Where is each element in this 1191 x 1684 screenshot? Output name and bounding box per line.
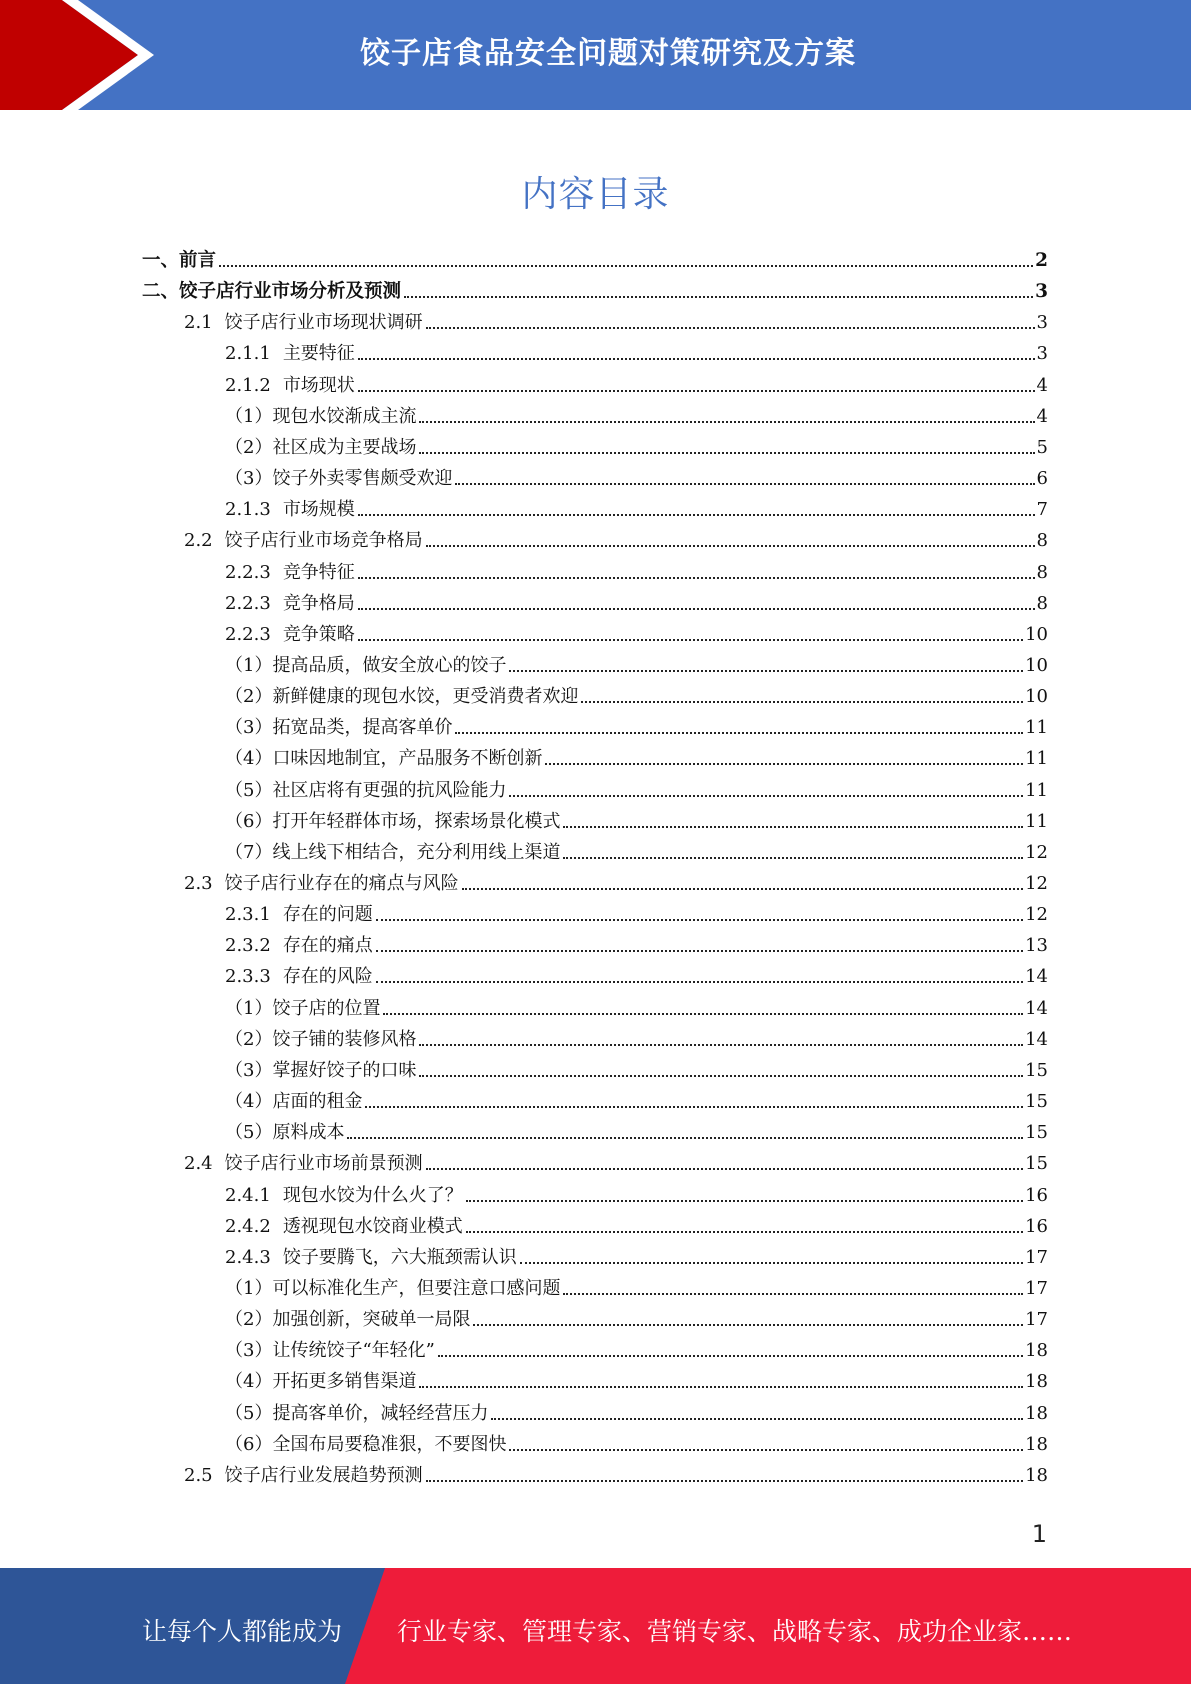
toc-entry-page: 16 bbox=[1025, 1215, 1048, 1237]
toc-entry[interactable] bbox=[225, 1300, 1048, 1331]
toc-entry[interactable] bbox=[225, 926, 1048, 957]
toc-dot-leader bbox=[376, 981, 1023, 983]
toc-dot-leader bbox=[426, 545, 1035, 547]
toc-entry-page: 6 bbox=[1036, 468, 1048, 490]
toc-entry-label bbox=[225, 780, 506, 802]
toc-entry-text: 透视现包水饺商业模式 bbox=[282, 1215, 463, 1237]
toc-entry-text: 饺子店行业发展趋势预测 bbox=[224, 1464, 423, 1486]
toc-entry[interactable] bbox=[225, 490, 1048, 521]
toc-entry[interactable] bbox=[225, 646, 1048, 677]
toc-entry-label bbox=[225, 1029, 416, 1051]
toc-entry-text: 饺子要腾飞，六大瓶颈需认识 bbox=[282, 1246, 517, 1268]
toc-entry[interactable] bbox=[184, 1144, 1048, 1175]
toc-entry-label bbox=[225, 998, 380, 1020]
toc-dot-leader bbox=[473, 1324, 1023, 1326]
toc-entry-number: 2.3.1 bbox=[225, 904, 271, 926]
toc-entry-text: 竞争格局 bbox=[282, 592, 355, 614]
toc-entry-label bbox=[225, 593, 355, 615]
toc-entry-text: 市场规模 bbox=[282, 499, 355, 521]
toc-dot-leader bbox=[219, 265, 1033, 267]
toc-entry-page: 11 bbox=[1025, 810, 1048, 832]
toc-entry-number: 2.1 bbox=[184, 312, 213, 334]
toc-entry[interactable] bbox=[225, 1051, 1048, 1082]
toc-entry-page: 3 bbox=[1036, 312, 1048, 334]
toc-dot-leader bbox=[419, 1386, 1023, 1388]
toc-entry-page: 17 bbox=[1025, 1246, 1048, 1268]
toc-entry-label bbox=[142, 281, 401, 303]
toc-entry-label bbox=[225, 1434, 506, 1456]
toc-entry-label bbox=[184, 873, 459, 895]
toc-entry-text: （3）让传统饺子“年轻化” bbox=[225, 1340, 435, 1362]
toc-dot-leader bbox=[358, 639, 1023, 641]
toc-entry[interactable] bbox=[225, 802, 1048, 833]
toc-dot-leader bbox=[419, 1075, 1023, 1077]
toc-entry-label bbox=[225, 343, 355, 365]
toc-entry-text: 存在的痛点 bbox=[282, 935, 373, 957]
toc-entry-label bbox=[225, 811, 560, 833]
toc-entry-page: 18 bbox=[1025, 1340, 1048, 1362]
toc-entry[interactable] bbox=[142, 241, 1048, 272]
toc-dot-leader bbox=[426, 1480, 1023, 1482]
toc-entry-page: 14 bbox=[1025, 966, 1048, 988]
toc-entry-label bbox=[225, 1216, 463, 1238]
toc-entry-text: 存在的问题 bbox=[282, 904, 373, 926]
toc-entry[interactable] bbox=[225, 1176, 1048, 1207]
toc-entry-text: （3）拓宽品类，提高客单价 bbox=[225, 717, 453, 739]
toc-entry-text: （3）饺子外卖零售颇受欢迎 bbox=[225, 468, 453, 490]
toc-dot-leader bbox=[365, 1106, 1023, 1108]
toc-entry-text: （4）口味因地制宜，产品服务不断创新 bbox=[225, 748, 543, 770]
toc-dot-leader bbox=[358, 577, 1035, 579]
toc-dot-leader bbox=[509, 795, 1023, 797]
toc-entry-number: 2.4.1 bbox=[225, 1184, 271, 1206]
footer-slogan-left: 让每个人都能成为 bbox=[142, 1617, 343, 1646]
toc-entry-page: 10 bbox=[1025, 654, 1048, 676]
toc-entry[interactable] bbox=[184, 521, 1048, 552]
toc-entry-text: （2）社区成为主要战场 bbox=[225, 436, 417, 458]
toc-entry-label bbox=[184, 312, 423, 334]
toc-dot-leader bbox=[358, 358, 1035, 360]
toc-entry-page: 17 bbox=[1025, 1309, 1048, 1331]
toc-entry-label bbox=[225, 717, 452, 739]
toc-entry-number: 2.1.1 bbox=[225, 343, 271, 365]
toc-entry-text: （2）新鲜健康的现包水饺，更受消费者欢迎 bbox=[225, 686, 579, 708]
toc-dot-leader bbox=[358, 390, 1035, 392]
toc-entry[interactable] bbox=[225, 1269, 1048, 1300]
toc-entry-page: 5 bbox=[1036, 436, 1048, 458]
toc-entry-label bbox=[225, 1278, 560, 1300]
toc-entry-text: （4）店面的租金 bbox=[225, 1091, 363, 1113]
toc-entry-number: 2.1.2 bbox=[225, 374, 271, 396]
toc-entry[interactable] bbox=[184, 864, 1048, 895]
toc-entry-text: （6）打开年轻群体市场，探索场景化模式 bbox=[225, 810, 561, 832]
toc-dot-leader bbox=[466, 1231, 1023, 1233]
toc-entry-text: （1）现包水饺渐成主流 bbox=[225, 405, 417, 427]
toc-entry-label bbox=[225, 842, 560, 864]
toc-entry-page: 15 bbox=[1025, 1153, 1048, 1175]
toc-entry-page: 4 bbox=[1036, 374, 1048, 396]
toc-entry-label bbox=[184, 1153, 423, 1175]
toc-entry-label bbox=[225, 935, 373, 957]
toc-entry-page: 11 bbox=[1025, 717, 1048, 739]
toc-dot-leader bbox=[426, 327, 1035, 329]
toc-entry-text: 饺子店行业市场竞争格局 bbox=[224, 530, 423, 552]
toc-dot-leader bbox=[419, 1044, 1023, 1046]
toc-entry-label bbox=[225, 406, 416, 428]
toc-entry-text: 饺子店行业市场前景预测 bbox=[224, 1153, 423, 1175]
toc-entry-label bbox=[225, 1403, 488, 1425]
toc-entry-number: 2.2 bbox=[184, 530, 213, 552]
toc-entry-text: （1）饺子店的位置 bbox=[225, 997, 381, 1019]
toc-entry-page: 4 bbox=[1036, 405, 1048, 427]
toc-entry-page: 14 bbox=[1025, 1028, 1048, 1050]
toc-entry[interactable] bbox=[225, 584, 1048, 615]
toc-entry-label bbox=[225, 1122, 344, 1144]
toc-dot-leader bbox=[563, 826, 1023, 828]
toc-entry-label bbox=[225, 1185, 463, 1207]
toc-entry-number: 2.4 bbox=[184, 1153, 213, 1175]
toc-entry-label bbox=[225, 1371, 416, 1393]
toc-entry-label bbox=[225, 499, 355, 521]
toc-entry-page: 15 bbox=[1025, 1122, 1048, 1144]
toc-dot-leader bbox=[509, 670, 1023, 672]
toc-entry-page: 12 bbox=[1025, 873, 1048, 894]
toc-entry-page: 17 bbox=[1025, 1277, 1048, 1299]
toc-dot-leader bbox=[438, 1355, 1023, 1357]
toc-entry-text: （1）提高品质，做安全放心的饺子 bbox=[225, 654, 507, 676]
toc-entry[interactable] bbox=[142, 272, 1048, 303]
toc-entry-page: 2 bbox=[1035, 250, 1048, 271]
toc-entry-page: 13 bbox=[1025, 935, 1048, 957]
toc-entry-text: 现包水饺为什么火了？ bbox=[282, 1184, 463, 1206]
toc-entry-page: 12 bbox=[1025, 904, 1048, 926]
toc-entry[interactable] bbox=[225, 334, 1048, 365]
toc-entry-text: （5）提高客单价，减轻经营压力 bbox=[225, 1402, 489, 1424]
toc-entry-text: 一、前言 bbox=[142, 250, 217, 271]
toc-entry-label bbox=[225, 624, 355, 646]
toc-entry-page: 8 bbox=[1036, 592, 1048, 614]
toc-entry-page: 8 bbox=[1036, 561, 1048, 583]
toc-entry-label bbox=[225, 468, 452, 490]
toc-entry[interactable] bbox=[225, 739, 1048, 770]
toc-entry-number: 2.1.3 bbox=[225, 499, 271, 521]
toc-entry[interactable] bbox=[225, 1082, 1048, 1113]
toc-dot-leader bbox=[563, 1293, 1023, 1295]
toc-entry-text: 市场现状 bbox=[282, 374, 355, 396]
toc-entry[interactable] bbox=[184, 1456, 1048, 1487]
toc-dot-leader bbox=[358, 608, 1035, 610]
toc-entry-label bbox=[225, 966, 373, 988]
toc-entry-page: 3 bbox=[1036, 343, 1048, 365]
toc-entry-page: 18 bbox=[1025, 1371, 1048, 1393]
toc-entry[interactable] bbox=[225, 895, 1048, 926]
footer-slogan-right: 行业专家、管理专家、营销专家、战略专家、成功企业家…… bbox=[397, 1617, 1073, 1646]
toc-entry[interactable] bbox=[225, 428, 1048, 459]
toc-entry-number: 2.3.2 bbox=[225, 935, 271, 957]
toc-entry[interactable] bbox=[225, 957, 1048, 988]
toc-entry[interactable] bbox=[225, 771, 1048, 802]
header-bar bbox=[0, 0, 1191, 110]
toc-entry-text: 二、饺子店行业市场分析及预测 bbox=[142, 281, 402, 303]
toc-entry-text: （2）加强创新，突破单一局限 bbox=[225, 1309, 471, 1331]
toc-dot-leader bbox=[581, 701, 1023, 703]
toc-entry-page: 16 bbox=[1025, 1184, 1048, 1206]
toc-entry[interactable] bbox=[225, 459, 1048, 490]
toc-entry-label bbox=[225, 1091, 362, 1113]
toc-entry[interactable] bbox=[225, 615, 1048, 646]
toc-dot-leader bbox=[462, 888, 1023, 890]
toc-entry-text: 竞争策略 bbox=[282, 623, 355, 645]
toc-entry-page: 11 bbox=[1025, 748, 1048, 770]
toc-entry-label bbox=[225, 375, 355, 397]
toc-dot-leader bbox=[509, 1449, 1023, 1451]
toc-entry-page: 15 bbox=[1025, 1091, 1048, 1113]
toc-entry-label bbox=[225, 437, 416, 459]
toc-entry-text: （2）饺子铺的装修风格 bbox=[225, 1028, 417, 1050]
toc-entry-text: （4）开拓更多销售渠道 bbox=[225, 1371, 417, 1393]
toc-entry-page: 18 bbox=[1025, 1464, 1048, 1486]
toc-entry[interactable] bbox=[225, 1207, 1048, 1238]
toc-entry[interactable] bbox=[225, 397, 1048, 428]
toc-entry-text: （1）可以标准化生产，但要注意口感问题 bbox=[225, 1277, 561, 1299]
toc-entry[interactable] bbox=[225, 989, 1048, 1020]
footer-bar bbox=[0, 1568, 1191, 1684]
toc-entry-label bbox=[225, 748, 542, 770]
toc-dot-leader bbox=[563, 857, 1023, 859]
toc-entry[interactable] bbox=[225, 1425, 1048, 1456]
toc-entry-text: （5）原料成本 bbox=[225, 1122, 345, 1144]
toc-dot-leader bbox=[545, 763, 1023, 765]
toc-entry[interactable] bbox=[225, 366, 1048, 397]
toc-entry-page: 18 bbox=[1025, 1402, 1048, 1424]
toc-dot-leader bbox=[419, 421, 1034, 423]
toc-entry-number: 2.2.3 bbox=[225, 561, 271, 583]
toc-entry[interactable] bbox=[225, 1113, 1048, 1144]
toc-dot-leader bbox=[520, 1262, 1023, 1264]
toc-entry[interactable] bbox=[225, 708, 1048, 739]
toc-dot-leader bbox=[466, 1200, 1023, 1202]
toc-entry[interactable] bbox=[225, 1394, 1048, 1425]
toc-entry-text: 饺子店行业存在的痛点与风险 bbox=[224, 873, 459, 894]
toc-entry-page: 7 bbox=[1036, 499, 1048, 521]
toc-dot-leader bbox=[376, 950, 1023, 952]
toc-entry-page: 10 bbox=[1025, 686, 1048, 708]
toc-entry-number: 2.3 bbox=[184, 873, 213, 894]
toc-entry-label bbox=[225, 904, 373, 926]
toc-entry-text: 饺子店行业市场现状调研 bbox=[224, 312, 423, 334]
toc-dot-leader bbox=[455, 732, 1023, 734]
toc-entry-text: 主要特征 bbox=[282, 343, 355, 365]
toc-entry-label bbox=[184, 530, 423, 552]
toc-entry-text: （7）线上线下相结合，充分利用线上渠道 bbox=[225, 841, 561, 863]
toc-entry-number: 2.4.3 bbox=[225, 1246, 271, 1268]
toc-entry-label bbox=[225, 1309, 470, 1331]
toc-dot-leader bbox=[491, 1418, 1023, 1420]
toc-entry-number: 2.3.3 bbox=[225, 966, 271, 988]
toc-entry-text: 竞争特征 bbox=[282, 561, 355, 583]
toc-entry-text: （6）全国布局要稳准狠，不要图快 bbox=[225, 1433, 507, 1455]
toc-dot-leader bbox=[347, 1137, 1023, 1139]
toc-entry-label bbox=[225, 686, 578, 708]
toc-entry-text: （5）社区店将有更强的抗风险能力 bbox=[225, 779, 507, 801]
toc-entry-number: 2.2.3 bbox=[225, 623, 271, 645]
toc-entry-number: 2.4.2 bbox=[225, 1215, 271, 1237]
toc-dot-leader bbox=[358, 514, 1035, 516]
toc-dot-leader bbox=[426, 1168, 1023, 1170]
toc-entry[interactable] bbox=[225, 1238, 1048, 1269]
toc-entry-number: 2.2.3 bbox=[225, 592, 271, 614]
toc-entry-page: 3 bbox=[1035, 281, 1048, 303]
toc-entry-label bbox=[225, 1340, 435, 1362]
toc-entry-label bbox=[225, 1060, 416, 1082]
toc-entry[interactable] bbox=[225, 553, 1048, 584]
toc-entry-page: 11 bbox=[1025, 779, 1048, 801]
toc-entry[interactable] bbox=[225, 677, 1048, 708]
toc-title: 内容目录 bbox=[521, 174, 670, 215]
toc-entry-text: 存在的风险 bbox=[282, 966, 373, 988]
toc-entry-label bbox=[225, 1247, 517, 1269]
toc-entry[interactable] bbox=[225, 1020, 1048, 1051]
toc-entry[interactable] bbox=[225, 833, 1048, 864]
toc-dot-leader bbox=[419, 452, 1034, 454]
toc-dot-leader bbox=[383, 1013, 1023, 1015]
toc-dot-leader bbox=[376, 919, 1023, 921]
toc-entry-page: 18 bbox=[1025, 1433, 1048, 1455]
toc-entry-number: 2.5 bbox=[184, 1464, 213, 1486]
toc-entry[interactable] bbox=[225, 1362, 1048, 1393]
toc-entry-page: 8 bbox=[1036, 530, 1048, 552]
toc-entry-label bbox=[225, 655, 506, 677]
toc-entry-label bbox=[142, 250, 216, 272]
toc-entry-text: （3）掌握好饺子的口味 bbox=[225, 1059, 417, 1081]
page-number: 1 bbox=[1031, 1520, 1047, 1548]
toc-entry-page: 12 bbox=[1025, 841, 1048, 863]
toc-dot-leader bbox=[455, 483, 1034, 485]
toc-entry[interactable] bbox=[184, 303, 1048, 334]
toc-entry-page: 15 bbox=[1025, 1059, 1048, 1081]
toc-entry-label bbox=[225, 562, 355, 584]
toc-dot-leader bbox=[404, 296, 1033, 298]
toc-entry[interactable] bbox=[225, 1331, 1048, 1362]
toc-entry-page: 10 bbox=[1025, 623, 1048, 645]
header-title: 饺子店食品安全问题对策研究及方案 bbox=[360, 36, 856, 71]
toc-entry-label bbox=[184, 1465, 423, 1487]
toc-entry-page: 14 bbox=[1025, 997, 1048, 1019]
